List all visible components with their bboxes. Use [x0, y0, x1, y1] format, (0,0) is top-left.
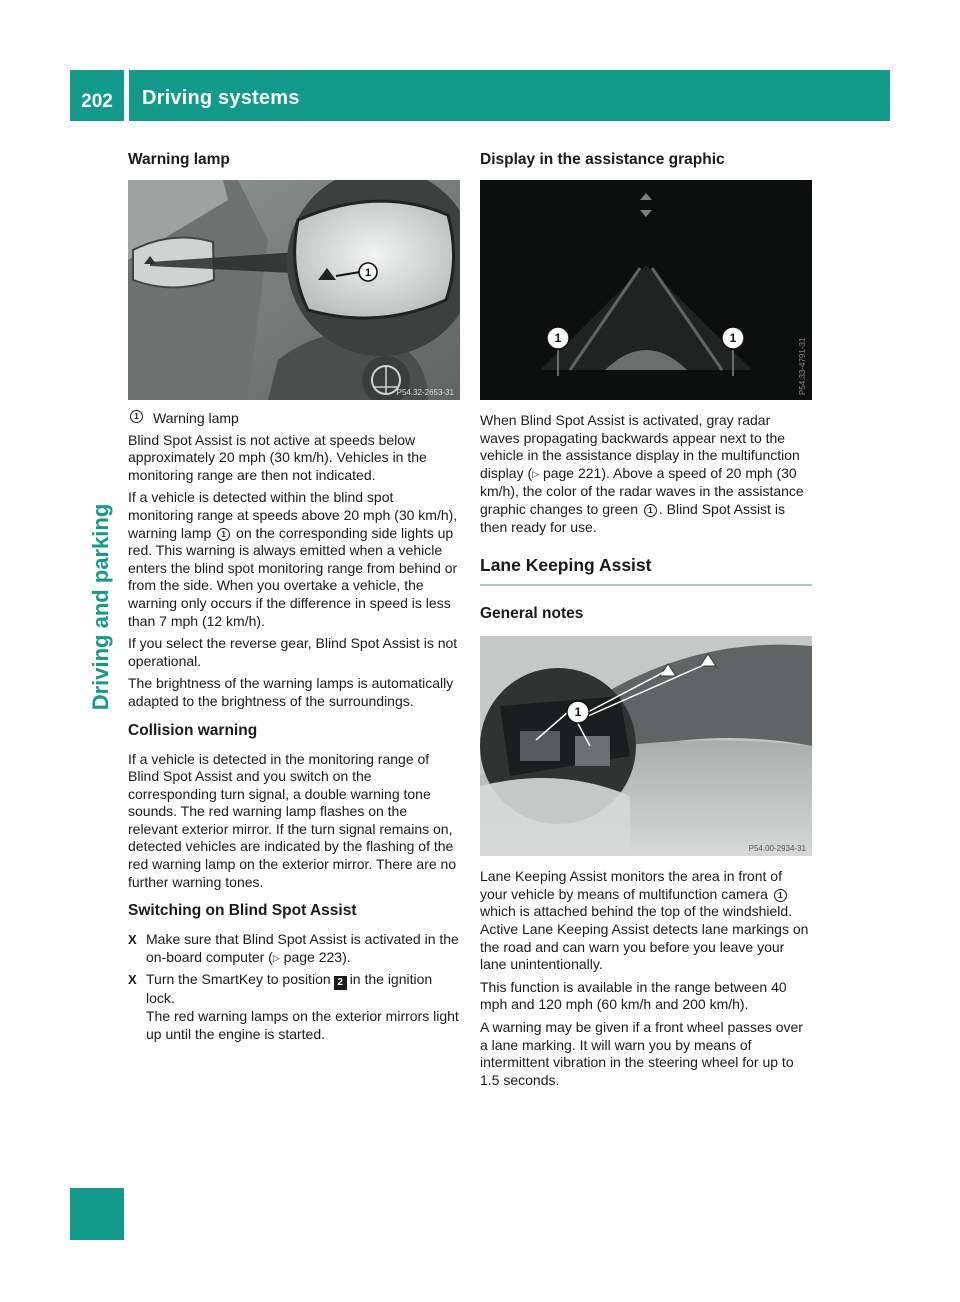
- text-run: ).: [342, 948, 351, 965]
- figure-callout: 1: [574, 705, 582, 720]
- paragraph: [128, 489, 460, 630]
- figure-callout: 1: [729, 331, 737, 345]
- page-ref-arrow-icon: ▷: [532, 468, 540, 479]
- paragraph: This function is available in the range between 40 mph and 120 mph (60 km/h and 200 km/h).: [480, 978, 787, 1013]
- heading-display-assistance: Display in the assistance graphic: [480, 151, 725, 168]
- heading-switching-on: Switching on Blind Spot Assist: [128, 902, 357, 920]
- paragraph: [480, 868, 812, 974]
- figure-assistance-graphic: [480, 180, 812, 400]
- paragraph: Blind Spot Assist is not active at speeds below approximately 20 mph (30 km/h). Vehicles in the monitoring range are then not indicated.: [128, 431, 427, 483]
- step-text: [146, 931, 460, 967]
- chapter-tab: [86, 447, 116, 767]
- callout-1-icon: 1: [644, 504, 657, 517]
- figure-code: P54.32-2653-31: [396, 388, 454, 397]
- paragraph: If a vehicle is detected in the monitoring range of Blind Spot Assist and you switch on the corresponding turn signal, a double warning tone sounds. The red warning lamp flashes on the relevant exterior mirror. If the turn signal remains on, detected vehicles are indicated by the flashing of the red warning lamp on the exterior mirror. There are no further warning tones.: [128, 750, 457, 890]
- heading-warning-lamp: Warning lamp: [128, 151, 230, 168]
- text-run: Turn the SmartKey to position: [146, 971, 331, 988]
- text-run: which is attached behind the top of the windshield. Active Lane Keeping Assist detects lane markings on the road and can warn you before you leave your lane unintentionally.: [480, 903, 809, 973]
- text-run: . Blind Spot Assist is then ready for use.: [480, 500, 785, 535]
- mirror-illustration: [128, 180, 460, 400]
- step-result: The red warning lamps on the exterior mirrors light up until the engine is started.: [146, 1008, 459, 1042]
- figure-caption: [128, 410, 460, 428]
- key-position-icon: 2: [334, 976, 347, 990]
- text-run: in the ignition lock.: [146, 971, 433, 1007]
- page-reference-link[interactable]: page 221: [542, 464, 602, 481]
- assistance-display-illustration: [480, 180, 812, 400]
- step-marker-icon: X: [128, 932, 137, 948]
- page-ref-arrow-icon: ▷: [272, 952, 280, 963]
- chapter-tab-block: [70, 1188, 124, 1240]
- heading-lane-keeping-assist: Lane Keeping Assist: [480, 554, 812, 586]
- right-column: [480, 150, 812, 1094]
- paragraph: [480, 412, 812, 536]
- page-number: 202: [81, 91, 113, 112]
- step-marker-icon: X: [128, 972, 137, 988]
- text-run: on the corresponding side lights up red. This warning is always emitted when a vehicle enters the blind spot monitoring range from behind or from the side. When you overtake a vehicle, the warning only occurs if the difference in speed is less than 7 mph (12 km/h).: [128, 524, 458, 629]
- caption-text: Warning lamp: [153, 410, 239, 426]
- text-run: If a vehicle is detected within the blind spot monitoring range at speeds above 20 mph (30 km/h), warning lamp: [128, 489, 458, 541]
- paragraph: If you select the reverse gear, Blind Spot Assist is not operational.: [128, 635, 458, 669]
- instruction-step: [128, 971, 460, 1043]
- callout-1-icon: 1: [217, 528, 230, 541]
- figure-callout: 1: [364, 267, 372, 279]
- page-reference-link[interactable]: page 223: [283, 948, 343, 965]
- paragraph: The brightness of the warning lamps is automatically adapted to the brightness of the surroundings.: [128, 675, 454, 709]
- paragraph: A warning may be given if a front wheel passes over a lane marking. It will warn you by means of intermittent vibration in the steering wheel for up to 1.5 seconds.: [480, 1018, 803, 1088]
- figure-windshield-camera: [480, 636, 812, 856]
- windshield-camera-illustration: [480, 636, 812, 856]
- figure-code: P54.00-2934-31: [748, 844, 806, 854]
- chapter-tab-label: Driving and parking: [88, 503, 113, 711]
- section-title: Driving systems: [142, 87, 300, 109]
- text-run: Lane Keeping Assist monitors the area in front of your vehicle by means of multifunction camera: [480, 868, 782, 902]
- callout-1-icon: 1: [130, 410, 143, 423]
- instruction-step: [128, 931, 460, 967]
- figure-mirror-warning-lamp: [128, 180, 460, 400]
- heading-general-notes: General notes: [480, 605, 584, 623]
- header-divider: [124, 70, 129, 121]
- figure-code: P54.33-4791-31: [798, 337, 807, 395]
- callout-1-icon: 1: [774, 889, 787, 902]
- step-text: [146, 971, 460, 1043]
- figure-callout: 1: [554, 331, 562, 345]
- left-column: [128, 150, 460, 1047]
- text-run: Make sure that Blind Spot Assist is activated in the on-board computer (: [146, 931, 459, 965]
- text-run: When Blind Spot Assist is activated, gray radar waves propagating backwards appear next to the vehicle in the assistance display in the multifunction display (: [480, 412, 800, 481]
- text-run: ). Above a speed of 20 mph (30 km/h), the color of the radar waves in the assistance graphic changes to green: [480, 464, 804, 517]
- heading-collision-warning: Collision warning: [128, 721, 258, 739]
